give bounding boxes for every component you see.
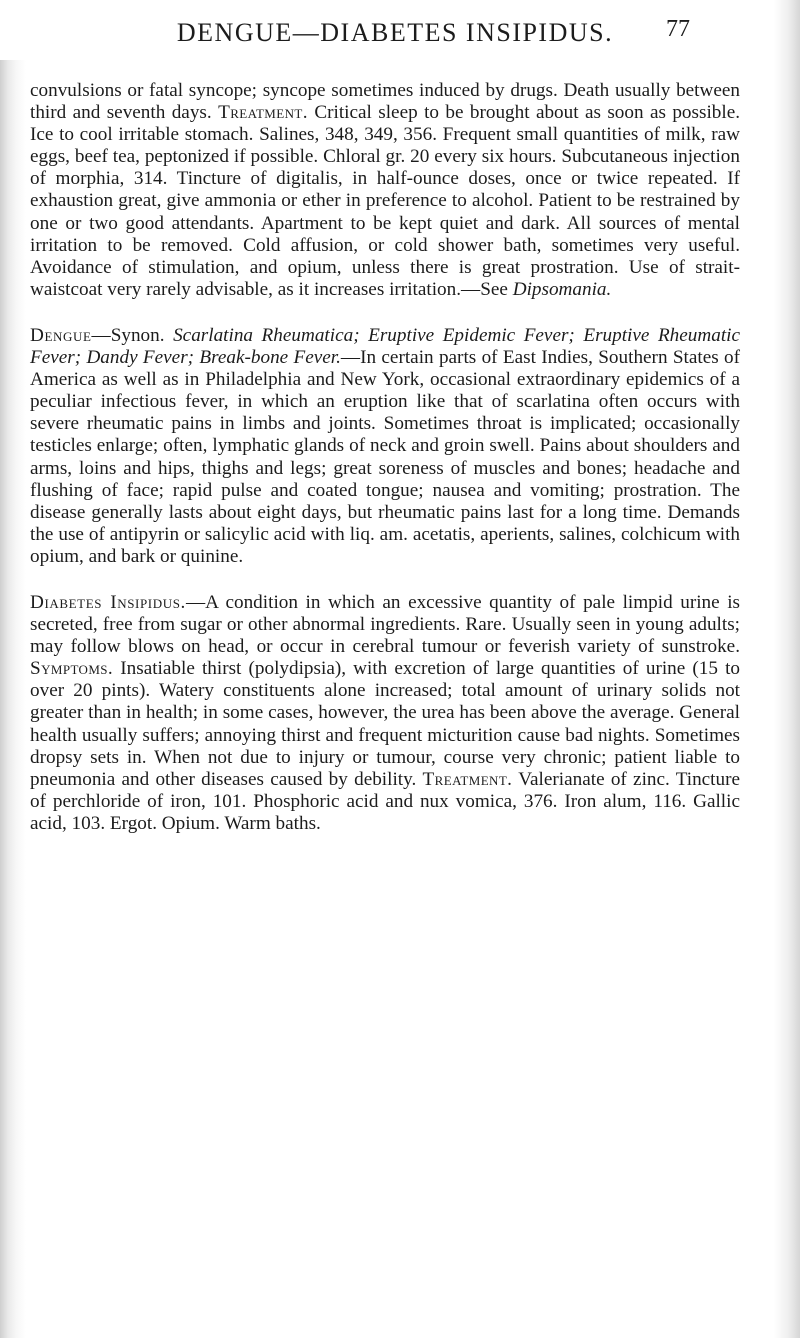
synonym-label: —Synon. [91,324,165,346]
binding-shadow [0,60,26,1338]
symptoms-label: Symptoms. [30,658,114,680]
entry-dengue [30,325,740,568]
entry-continuation [30,80,740,301]
page-edge-shadow [774,0,800,1338]
diabetes-description: —A condition in which an excessive quantity of pale limpid urine is secreted, free from sugar or other abnormal ingredients. Rare. Usually seen in young adults; may follow blows on head, or occur in cerebral tumour or feverish variety of sunstroke. [30,591,740,658]
dengue-description: —In certain parts of East Indies, Southern States of America as well as in Philadelphia and New York, occasional extraordinary epidemics of a peculiar infectious fever, in which an eruption like that of scarlatina often occurs with severe rheumatic pains in limbs and joints. Sometimes throat is implicated; occasionally testicles enlarge; often, lymphatic glands of neck and groin swell. Pains about shoulders and arms, loins and hips, thighs and legs; great soreness of muscles and bones; headache and flushing of face; rapid pulse and coated tongue; nausea and vomiting; prostration. The disease generally lasts about eight days, but rheumatic pains last for a long time. Demands the use of antipyrin or salicylic acid with liq. am. acetatis, aperients, salines, colchicum with opium, and bark or quinine. [30,347,741,567]
body-text [30,80,740,835]
entry-headword-dengue: Dengue [30,324,92,346]
page-number: 77 [666,16,690,42]
section-gap [30,301,740,325]
synonym-list: Scarlatina Rheumatica; Eruptive Epidemic Fever; Eruptive Rheumatic Fever; Dandy Fever; Break-bone Fever. [30,324,740,369]
treatment-label: Treatment. [422,768,513,790]
entry-headword-diabetes-insipidus: Diabetes Insipidus. [30,591,186,613]
running-head: DENGUE—DIABETES INSIPIDUS. [176,18,614,47]
treatment-text: Valerianate of zinc. Tincture of perchloride of iron, 101. Phosphoric acid and nux vomica, 376. Iron alum, 116. Gallic acid, 103. Ergot. Opium. Warm baths. [30,768,741,834]
continuation-text: convulsions or fatal syncope; syncope sometimes induced by drugs. Death usually between third and seventh days. [30,80,740,124]
see-reference: Dipsomania. [512,278,612,300]
treatment-label: Treatment. [218,102,308,124]
section-gap [30,568,740,592]
symptoms-text: Insatiable thirst (polydipsia), with excretion of large quantities of urine (15 to over 20 pints). Watery constituents alone increased; total amount of urinary solids not greater than in health; in some cases, however, the urea has been above the average. General health usually suffers; annoying thirst and frequent micturition cause bad nights. Sometimes dropsy sets in. When not due to injury or tumour, course very chronic; patient liable to pneumonia and other diseases caused by debility. [30,658,740,790]
page-header [100,18,690,58]
entry-diabetes-insipidus [30,592,740,835]
treatment-text: Critical sleep to be brought about as soon as possible. Ice to cool irritable stomach. Salines, 348, 349, 356. Frequent small quantities of milk, raw eggs, beef tea, peptonized if possible. Chloral gr. 20 every six hours. Subcutaneous injection of morphia, 314. Tincture of digitalis, in half-ounce doses, once or twice repeated. If exhaustion great, give ammonia or ether in preference to alcohol. Patient to be restrained by one or two good attendants. Apartment to be kept quiet and dark. All sources of mental irritation to be removed. Cold affusion, or cold shower bath, sometimes very useful. Avoidance of stimulation, and opium, unless there is great prostration. Use of strait-waistcoat very rarely advisable, as it increases irritation.—See [30,102,741,300]
